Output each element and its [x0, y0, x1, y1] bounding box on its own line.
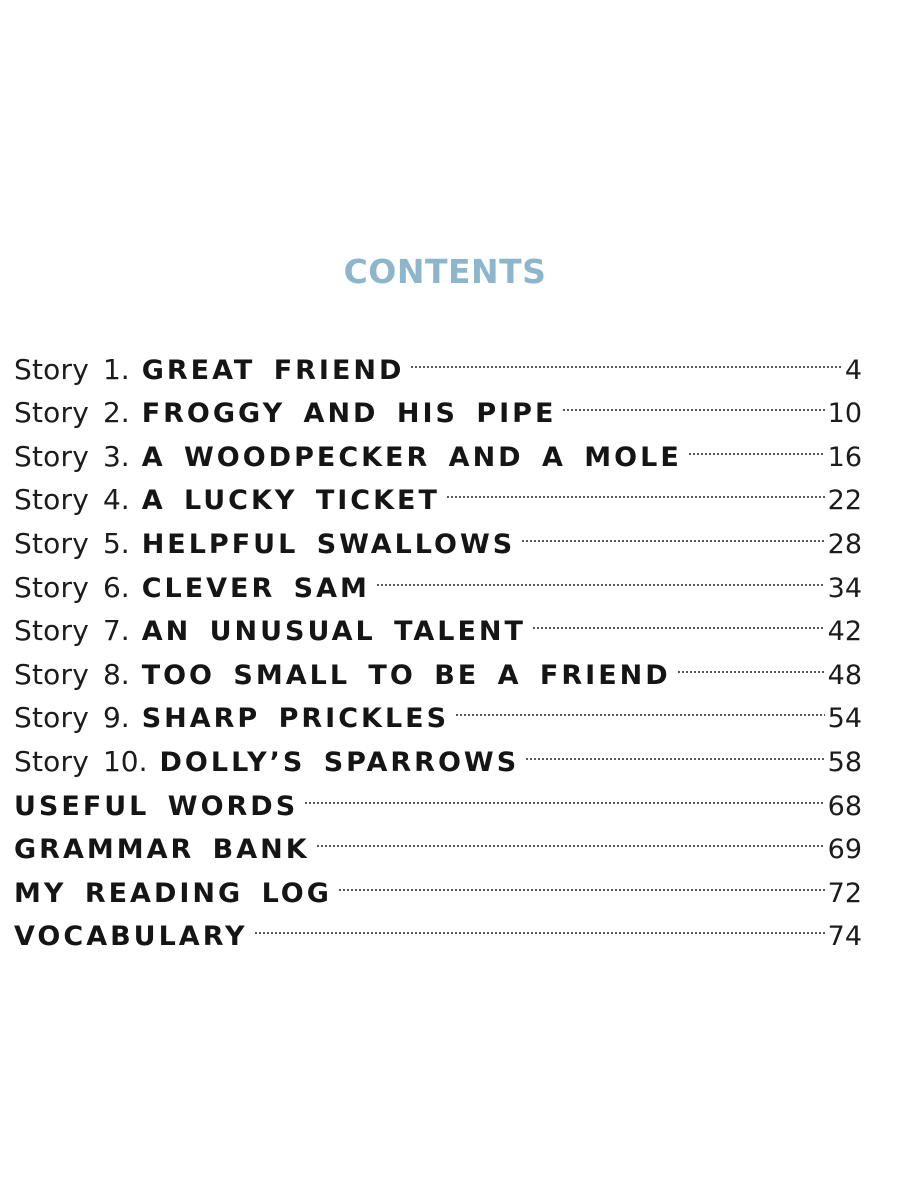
dot-leader — [410, 335, 841, 379]
section-title: USEFUL WORDS — [14, 790, 299, 822]
section-title: GRAMMAR BANK — [14, 834, 310, 866]
story-title: HELPFUL SWALLOWS — [141, 528, 516, 560]
toc-entry-story-1[interactable] — [14, 335, 862, 386]
story-label: Story — [14, 526, 89, 560]
page-number: 42 — [827, 616, 862, 648]
dot-leader — [338, 858, 825, 902]
dot-leader — [376, 553, 825, 597]
page-number: 74 — [827, 921, 862, 953]
dot-leader — [446, 466, 825, 510]
story-title: TOO SMALL TO BE A FRIEND — [141, 659, 671, 691]
story-title: DOLLY’S SPARROWS — [159, 746, 520, 778]
page-number: 28 — [827, 528, 862, 560]
dot-leader — [254, 902, 825, 946]
story-number: 10. — [102, 744, 148, 778]
story-label: Story — [14, 570, 89, 604]
dot-leader — [562, 379, 824, 423]
page-number: 72 — [827, 877, 862, 909]
page-number: 54 — [827, 703, 862, 735]
story-number: 1. — [102, 352, 130, 386]
page-number: 10 — [827, 398, 862, 430]
story-title: FROGGY AND HIS PIPE — [141, 398, 557, 430]
dot-leader — [521, 509, 824, 553]
dot-leader — [677, 640, 825, 684]
section-title: MY READING LOG — [14, 877, 332, 909]
page-number: 48 — [827, 659, 862, 691]
dot-leader — [304, 771, 824, 815]
story-title: GREAT FRIEND — [141, 354, 405, 386]
page-number: 68 — [827, 790, 862, 822]
page-number: 69 — [827, 834, 862, 866]
story-number: 2. — [102, 396, 130, 430]
page-number: 58 — [827, 746, 862, 778]
section-title: VOCABULARY — [14, 921, 248, 953]
table-of-contents — [14, 335, 862, 953]
story-number: 8. — [102, 657, 130, 691]
story-label: Story — [14, 483, 89, 517]
story-title: A LUCKY TICKET — [141, 485, 440, 517]
story-title: AN UNUSUAL TALENT — [141, 616, 526, 648]
story-number: 5. — [102, 526, 130, 560]
story-label: Story — [14, 352, 89, 386]
story-label: Story — [14, 657, 89, 691]
story-title: CLEVER SAM — [141, 572, 370, 604]
page-number: 4 — [844, 354, 862, 386]
dot-leader — [525, 727, 825, 771]
page-number: 22 — [827, 485, 862, 517]
story-title: SHARP PRICKLES — [141, 703, 450, 735]
page-number: 34 — [827, 572, 862, 604]
dot-leader — [455, 684, 825, 728]
story-label: Story — [14, 439, 89, 473]
dot-leader — [532, 597, 825, 641]
story-label: Story — [14, 744, 89, 778]
story-number: 4. — [102, 483, 130, 517]
story-number: 9. — [102, 701, 130, 735]
story-title: A WOODPECKER AND A MOLE — [141, 441, 682, 473]
dot-leader — [316, 815, 825, 859]
story-label: Story — [14, 701, 89, 735]
story-label: Story — [14, 396, 89, 430]
dot-leader — [688, 422, 825, 466]
story-number: 3. — [102, 439, 130, 473]
contents-heading: CONTENTS — [343, 252, 547, 291]
story-number: 7. — [102, 614, 130, 648]
story-label: Story — [14, 614, 89, 648]
story-number: 6. — [102, 570, 130, 604]
page-number: 16 — [827, 441, 862, 473]
